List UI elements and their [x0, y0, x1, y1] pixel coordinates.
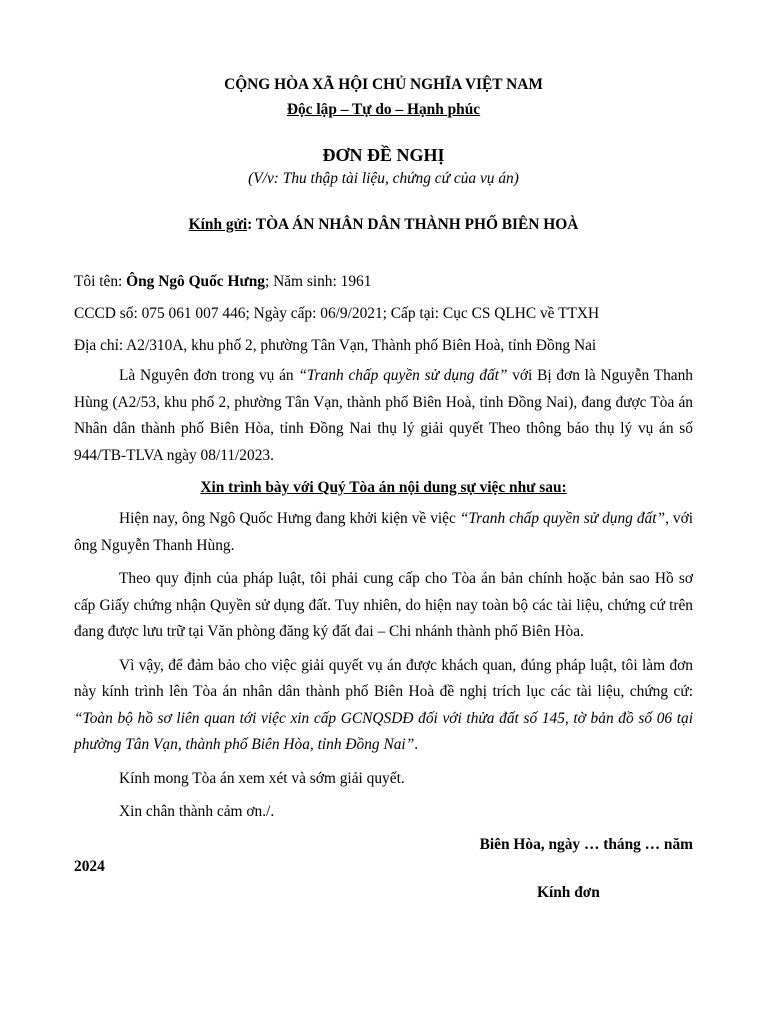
p2-text-b: , với ông Nguyễn Thanh Hùng.: [74, 510, 694, 554]
paragraph-closing-request: Kính mong Tòa án xem xét và sớm giải quyết.: [119, 769, 405, 787]
p4-quote: “Toàn bộ hồ sơ liên quan tới việc xin cấp GCNQSDĐ đối với thửa đất số 145, tờ bản đồ số 06 tại phường Tân Vạn, thành phố Biên Hòa, tỉnh Đồng Nai”: [74, 709, 693, 753]
p1-quote: “Tranh chấp quyền sử dụng đất”: [298, 367, 508, 384]
document-title: ĐƠN ĐỀ NGHỊ: [322, 145, 445, 165]
p2-text-a: Hiện nay, ông Ngô Quốc Hưng đang khởi kiện về việc: [119, 510, 460, 527]
recipient-separator: :: [247, 216, 253, 233]
birth-year: ; Năm sinh: 1961: [264, 273, 372, 290]
document-content: [74, 74, 693, 904]
date-year: 2024: [74, 857, 105, 875]
date-line: Biên Hòa, ngày … tháng … năm: [479, 835, 693, 853]
recipient-label: Kính gửi: [188, 216, 248, 233]
p1-text-b: với Bị đơn là Nguyễn Thanh Hùng (A2/53, khu phố 2, phường Tân Vạn, thành phố Biên Hoà, tỉnh Đồng Nai), đang được Tòa án Nhân dân thành phố Biên Hòa, tỉnh Đồng Nai thụ lý giải quyết Theo thông báo thụ lý vụ án số 944/TB-TLVA ngày 08/11/2023.: [74, 367, 693, 464]
p1-text-a: Là Nguyên đơn trong vụ án: [119, 367, 299, 384]
section-heading: Xin trình bày với Quý Tòa án nội dung sự việc như sau:: [200, 479, 567, 496]
nation-header: CỘNG HÒA XÃ HỘI CHỦ NGHĨA VIỆT NAM: [224, 76, 543, 93]
signoff: Kính đơn: [537, 883, 600, 901]
paragraph-legal-requirement: Theo quy định của pháp luật, tôi phải cung cấp cho Tòa án bản chính hoặc bản sao Hồ sơ cấp Giấy chứng nhận Quyền sử dụng đất. Tuy nhiên, do hiện nay toàn bộ các tài liệu, chứng cứ trên đang được lưu trữ tại Văn phòng đăng ký đất đai – Chi nhánh thành phố Biên Hòa.: [74, 570, 693, 640]
recipient-line: [74, 214, 693, 236]
document-subject: (V/v: Thu thập tài liệu, chứng cứ của vụ án): [248, 170, 519, 187]
paragraph-thanks: Xin chân thành cảm ơn./.: [119, 803, 275, 820]
paragraph-plaintiff: [74, 363, 693, 469]
p4-text-a: Vì vậy, để đảm bảo cho việc giải quyết vụ án được khách quan, đúng pháp luật, tôi làm đơn này kính trình lên Tòa án nhân dân thành phố Biên Hoà đề nghị trích lục các tài liệu, chứng cứ:: [74, 656, 693, 700]
id-card-line: CCCD số: 075 061 007 446; Ngày cấp: 06/9/2021; Cấp tại: Cục CS QLHC về TTXH: [74, 305, 600, 322]
name-label: Tôi tên:: [74, 273, 127, 290]
p4-text-b: .: [414, 736, 419, 753]
paragraph-request: [74, 653, 693, 759]
motto: Độc lập – Tự do – Hạnh phúc: [286, 101, 481, 118]
p2-quote: “Tranh chấp quyền sử dụng đất”: [459, 510, 666, 527]
applicant-name-line: [74, 271, 693, 293]
paragraph-current-case: [74, 506, 693, 559]
applicant-name: Ông Ngô Quốc Hưng: [126, 273, 265, 290]
address-line: Địa chỉ: A2/310A, khu phố 2, phường Tân Vạn, Thành phố Biên Hoà, tỉnh Đồng Nai: [74, 337, 597, 354]
recipient-name: TÒA ÁN NHÂN DÂN THÀNH PHỐ BIÊN HOÀ: [252, 216, 579, 233]
